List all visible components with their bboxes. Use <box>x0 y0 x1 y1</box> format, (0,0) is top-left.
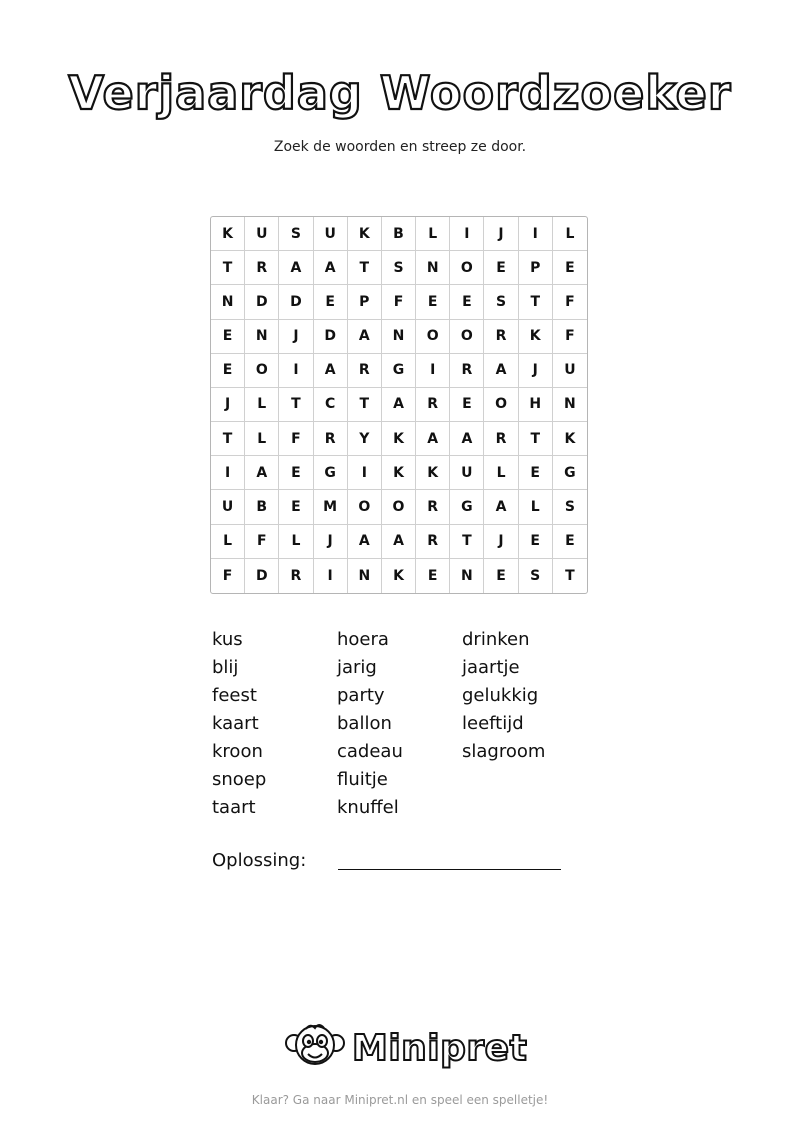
grid-cell: S <box>382 251 416 285</box>
grid-cell: T <box>279 388 313 422</box>
grid-cell: G <box>382 354 416 388</box>
grid-cell: J <box>279 320 313 354</box>
grid-cell: U <box>450 456 484 490</box>
grid-cell: T <box>565 567 575 584</box>
monkey-face-icon <box>284 1021 346 1075</box>
grid-cell: J <box>211 388 245 422</box>
grid-cell: K <box>553 422 587 456</box>
grid-cell: E <box>279 456 313 490</box>
grid-cell: U <box>211 490 245 524</box>
grid-cell: G <box>314 456 348 490</box>
grid-cell: J <box>484 217 518 251</box>
grid-cell: R <box>416 388 450 422</box>
grid-cell: O <box>450 320 484 354</box>
grid-cell: O <box>416 320 450 354</box>
grid-cell: A <box>348 320 382 354</box>
grid-cell: E <box>211 354 245 388</box>
grid-cell: E <box>211 320 245 354</box>
grid-cell: R <box>279 559 313 593</box>
grid-cell: R <box>484 422 518 456</box>
grid-cell: A <box>314 251 348 285</box>
page-title: Verjaardag Woordzoeker <box>68 66 732 120</box>
grid-cell: E <box>519 456 553 490</box>
word-item: kaart <box>212 713 259 734</box>
solution-line <box>338 869 561 870</box>
grid-cell: O <box>484 388 518 422</box>
grid-cell: M <box>314 490 348 524</box>
grid-cell: L <box>519 490 553 524</box>
grid-cell: E <box>450 285 484 319</box>
word-item: jarig <box>337 657 377 678</box>
grid-cell: C <box>314 388 348 422</box>
letter-grid <box>210 216 588 594</box>
grid-cell: L <box>484 456 518 490</box>
grid-cell: A <box>314 354 348 388</box>
grid-cell: L <box>211 525 245 559</box>
grid-cell: E <box>450 388 484 422</box>
grid-cell: B <box>382 217 416 251</box>
grid-cell: K <box>382 422 416 456</box>
word-item: feest <box>212 685 257 706</box>
word-item: ballon <box>337 713 392 734</box>
grid-cell: B <box>245 490 279 524</box>
grid-cell: U <box>314 217 348 251</box>
grid-cell: O <box>450 251 484 285</box>
grid-cell: F <box>211 559 245 593</box>
word-item: jaartje <box>462 657 520 678</box>
grid-cell: E <box>279 490 313 524</box>
grid-cell: F <box>553 285 587 319</box>
grid-cell: N <box>416 251 450 285</box>
grid-cell: R <box>314 422 348 456</box>
grid-cell: G <box>450 490 484 524</box>
grid-cell: N <box>450 559 484 593</box>
grid-cell: G <box>553 456 587 490</box>
grid-cell: K <box>211 217 245 251</box>
grid-cell: I <box>211 456 245 490</box>
grid-cell: O <box>382 490 416 524</box>
grid-cell: U <box>245 217 279 251</box>
grid-cell: E <box>314 285 348 319</box>
grid-cell: A <box>484 490 518 524</box>
footer-text: Klaar? Ga naar Minipret.nl en speel een spelletje! <box>251 1093 549 1107</box>
grid-cell: A <box>416 422 450 456</box>
grid-cell: N <box>211 285 245 319</box>
grid-cell: S <box>484 285 518 319</box>
word-column-1 <box>212 626 337 822</box>
grid-cell: D <box>279 285 313 319</box>
grid-cell: I <box>519 217 553 251</box>
grid-cell: E <box>553 525 587 559</box>
grid-cell: D <box>314 320 348 354</box>
grid-cell: A <box>382 388 416 422</box>
grid-cell: S <box>553 490 587 524</box>
grid-cell: L <box>416 217 450 251</box>
grid-cell: E <box>416 285 450 319</box>
word-item: fluitje <box>337 769 388 790</box>
grid-cell: N <box>553 388 587 422</box>
grid-cell: I <box>450 217 484 251</box>
grid-cell: P <box>348 285 382 319</box>
word-item: leeftijd <box>462 713 524 734</box>
word-item: party <box>337 685 385 706</box>
grid-cell: I <box>314 559 348 593</box>
grid-cell: R <box>416 525 450 559</box>
grid-cell: J <box>484 525 518 559</box>
grid-cell: S <box>279 217 313 251</box>
grid-cell: K <box>382 559 416 593</box>
grid-cell: E <box>484 251 518 285</box>
grid-cell: K <box>348 217 382 251</box>
word-item: hoera <box>337 629 389 650</box>
grid-cell: J <box>519 354 553 388</box>
grid-cell: L <box>245 388 279 422</box>
grid-cell: P <box>519 251 553 285</box>
grid-cell: E <box>484 559 518 593</box>
grid-cell: R <box>450 354 484 388</box>
grid-cell: K <box>416 456 450 490</box>
grid-cell: K <box>519 320 553 354</box>
grid-cell: I <box>279 354 313 388</box>
grid-cell: T <box>519 422 553 456</box>
grid-cell: L <box>553 217 587 251</box>
word-item: gelukkig <box>462 685 539 706</box>
grid-cell: H <box>519 388 553 422</box>
grid-cell: T <box>211 422 245 456</box>
grid-cell: D <box>245 559 279 593</box>
grid-cell: O <box>348 490 382 524</box>
grid-cell: A <box>382 525 416 559</box>
minipret-logo <box>284 1020 528 1076</box>
grid-cell: A <box>279 251 313 285</box>
word-list <box>212 626 612 822</box>
grid-cell: R <box>416 490 450 524</box>
solution-label: Oplossing: <box>212 850 307 871</box>
word-item: drinken <box>462 629 530 650</box>
grid-cell: J <box>314 525 348 559</box>
grid-cell: L <box>245 422 279 456</box>
grid-cell: A <box>484 354 518 388</box>
grid-cell: N <box>348 559 382 593</box>
grid-cell: F <box>382 285 416 319</box>
word-item: snoep <box>212 769 267 790</box>
grid-cell: E <box>416 559 450 593</box>
grid-cell: T <box>519 285 553 319</box>
instructions: Zoek de woorden en streep ze door. <box>273 139 527 155</box>
grid-cell: T <box>348 251 382 285</box>
grid-cell: A <box>348 525 382 559</box>
grid-cell: K <box>382 456 416 490</box>
grid-cell: R <box>245 251 279 285</box>
grid-cell: R <box>348 354 382 388</box>
grid-cell: R <box>484 320 518 354</box>
word-column-3 <box>462 626 587 822</box>
logo-text: Minipret <box>352 1027 528 1069</box>
grid-cell: F <box>553 320 587 354</box>
word-item: cadeau <box>337 741 403 762</box>
word-item: blij <box>212 657 239 678</box>
grid-cell: N <box>382 320 416 354</box>
word-item: kroon <box>212 741 263 762</box>
grid-cell: S <box>519 559 553 593</box>
grid-cell: F <box>245 525 279 559</box>
word-item: kus <box>212 629 243 650</box>
word-item: slagroom <box>462 741 546 762</box>
word-column-2 <box>337 626 462 822</box>
grid-cell: D <box>245 285 279 319</box>
word-item: knuffel <box>337 797 399 818</box>
grid-cell: T <box>348 388 382 422</box>
grid-cell: L <box>279 525 313 559</box>
grid-cell: E <box>553 251 587 285</box>
grid-cell: F <box>279 422 313 456</box>
word-item: taart <box>212 797 256 818</box>
grid-cell: T <box>211 251 245 285</box>
grid-cell: A <box>245 456 279 490</box>
grid-cell: O <box>245 354 279 388</box>
grid-cell: A <box>450 422 484 456</box>
grid-cell: T <box>450 525 484 559</box>
grid-cell: U <box>553 354 587 388</box>
grid-cell: N <box>245 320 279 354</box>
grid-cell: Y <box>348 422 382 456</box>
grid-cell: E <box>519 525 553 559</box>
grid-cell: I <box>348 456 382 490</box>
grid-cell: I <box>416 354 450 388</box>
